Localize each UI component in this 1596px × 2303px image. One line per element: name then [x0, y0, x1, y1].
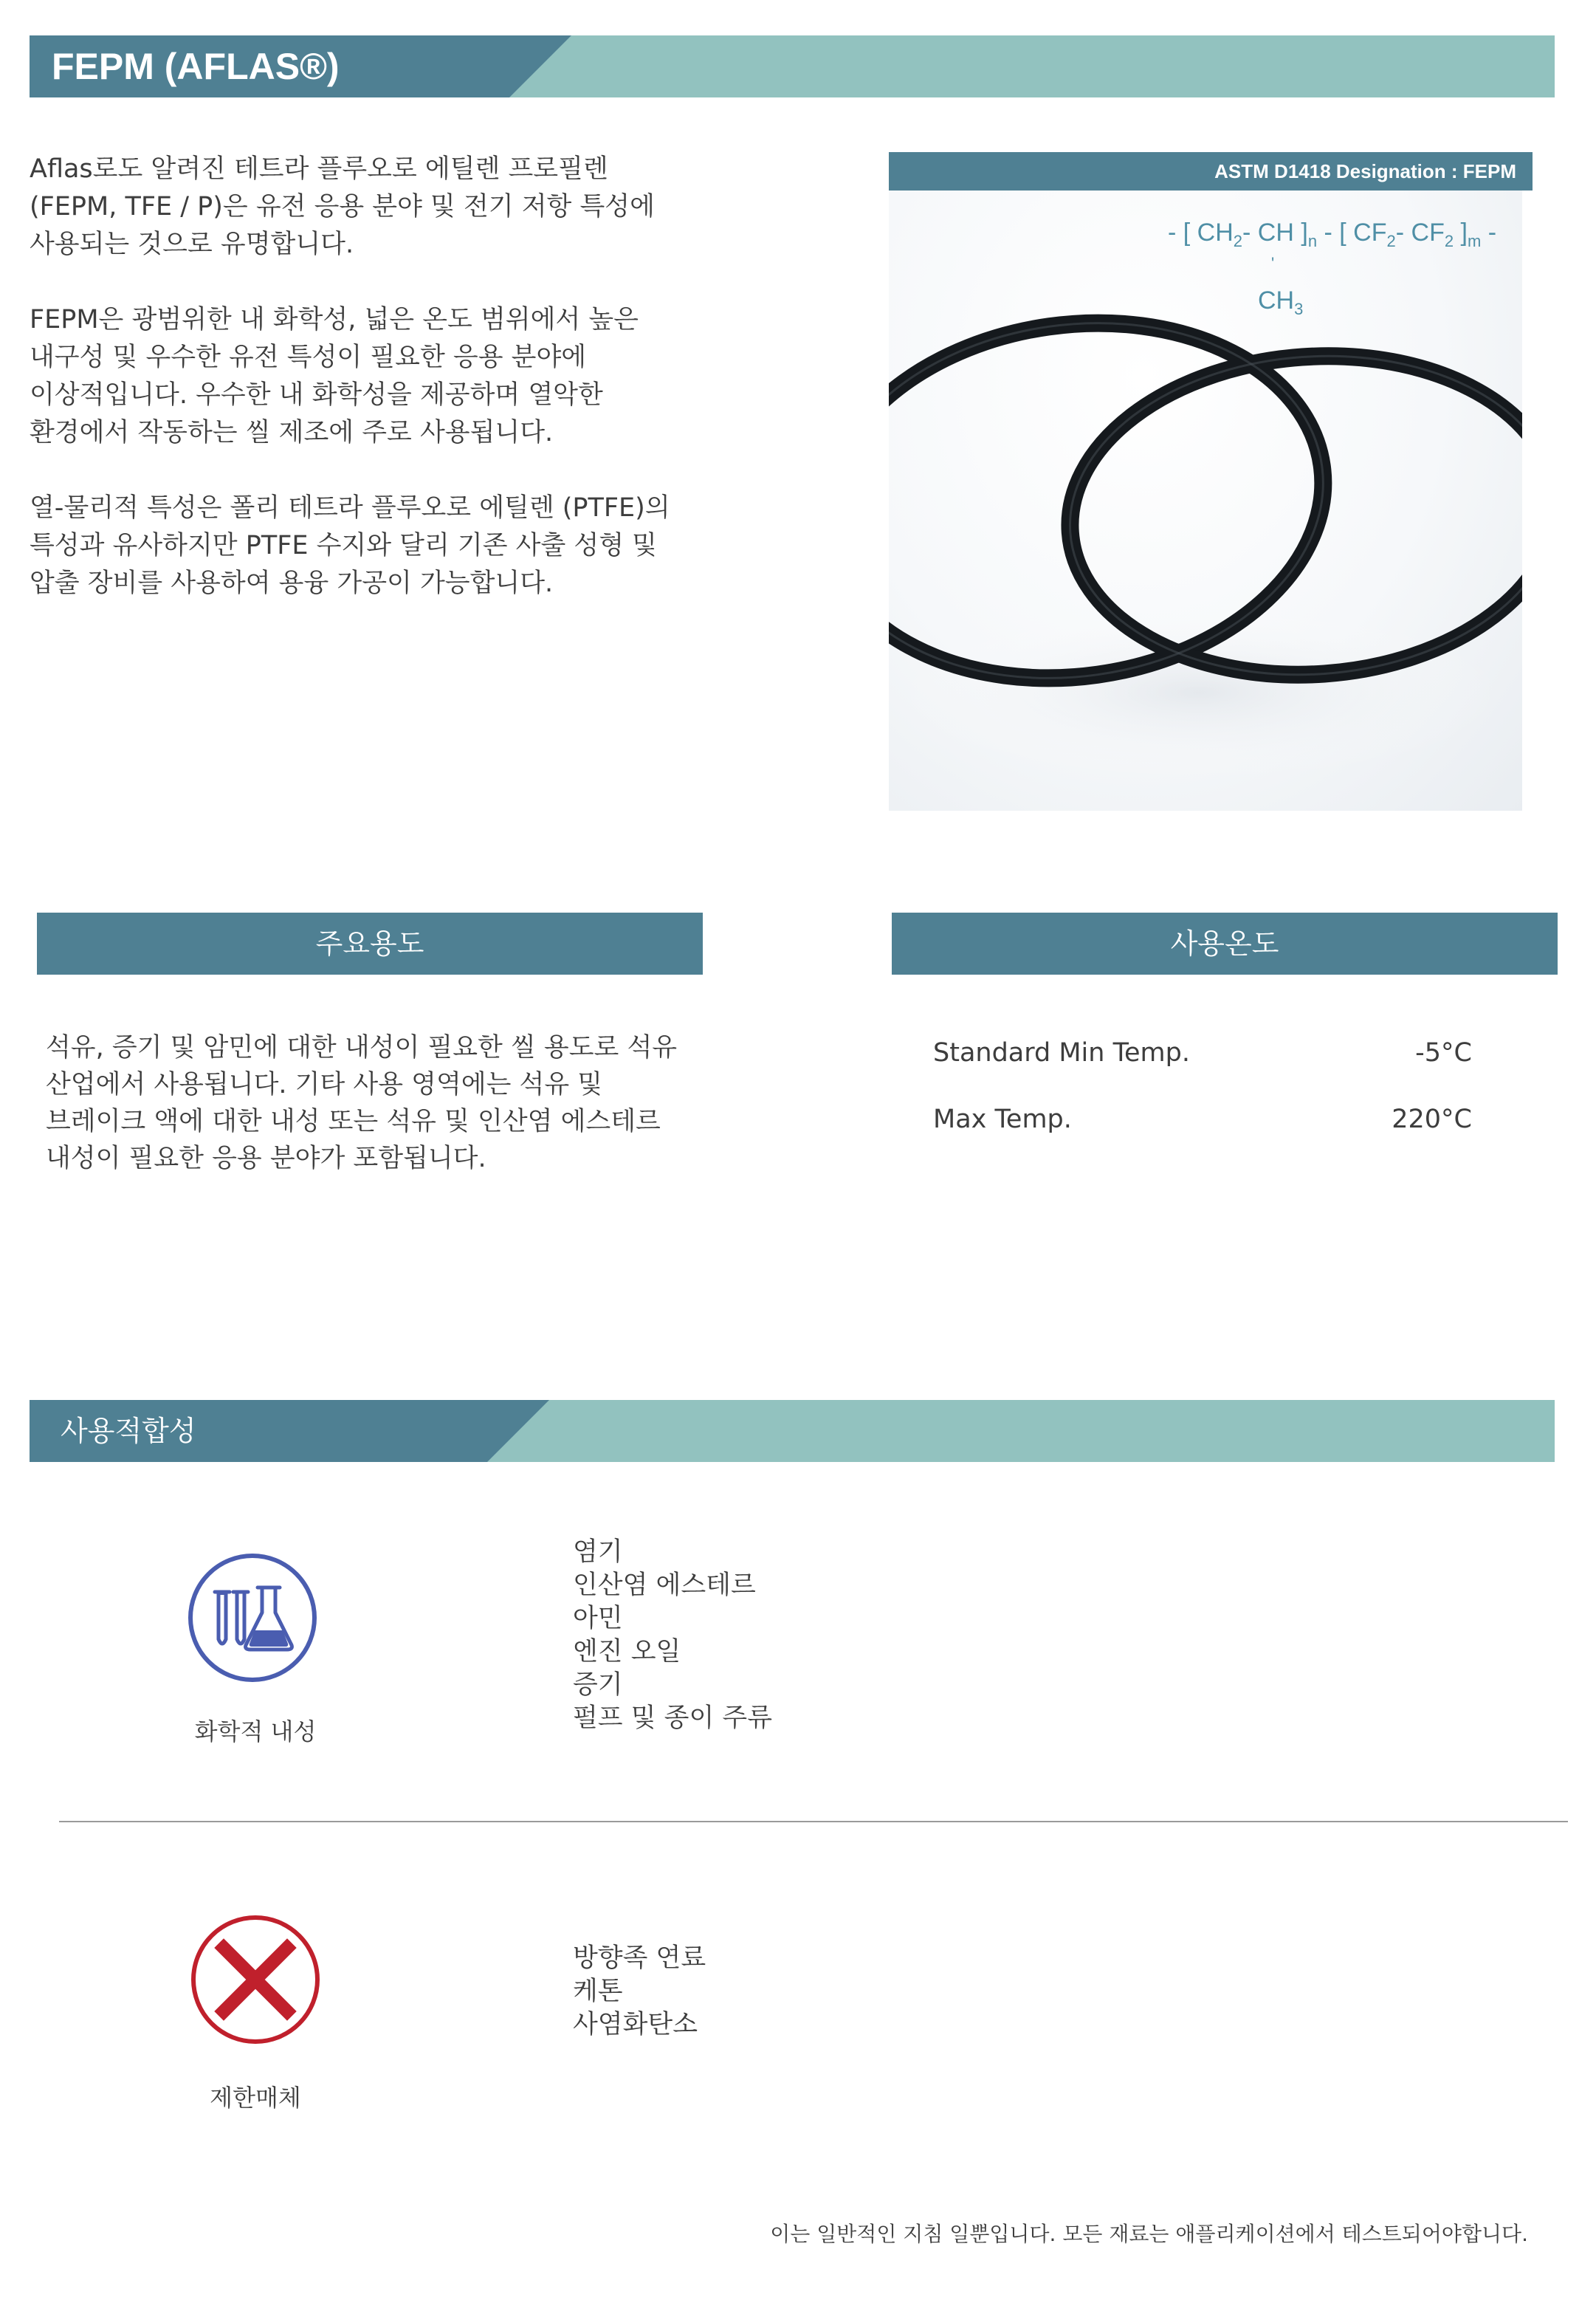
temp-min-value: -5°C [1415, 1038, 1472, 1068]
list-item: 염기 [573, 1537, 623, 1567]
list-item: 방향족 연료 [573, 1943, 706, 1973]
chemical-caption: 화학적 내성 [194, 1717, 317, 1746]
intro-paragraph-2: FEPM은 광범위한 내 화학성, 넓은 온도 범위에서 높은 내구성 및 우수한 유전 특성이 필요한 응용 분야에 이상적입니다. 우수한 내 화학성을 제공하며 열악한 환경에서 작동하는 씰 제조에 주로 사용됩니다. [30, 305, 639, 447]
temp-min-label: Standard Min Temp. [933, 1038, 1190, 1068]
chemical-formula: - [ $CH_2-$ CH ]$_n$ - [ $CF_2-$ $CF_2$ ]$_m$ - [1168, 219, 1497, 250]
o-ring-image [889, 191, 1522, 811]
list-item: 아민 [573, 1604, 623, 1633]
temp-min-row [933, 1038, 1472, 1068]
x-cross-icon [191, 1915, 320, 2044]
divider [59, 1821, 1568, 1822]
compatibility-title: 사용적합성 [61, 1415, 196, 1447]
usage-header: 주요용도 [37, 913, 703, 975]
title-banner [30, 35, 1555, 97]
intro-paragraph-1: Aflas로도 알려진 테트라 플루오로 에틸렌 프로필렌 (FEPM, TFE / P)은 유전 응용 분야 및 전기 저항 특성에 사용되는 것으로 유명합니다. [30, 154, 655, 259]
temp-max-value: 220°C [1392, 1105, 1472, 1134]
list-item: 펄프 및 종이 주류 [573, 1703, 773, 1733]
list-item: 케톤 [573, 1977, 623, 2006]
formula-branch: $CH_3$ [1258, 286, 1304, 318]
page-title: FEPM (AFLAS®) [52, 46, 340, 87]
formula-branch-line: ' [1271, 254, 1275, 272]
usage-text: 석유, 증기 및 암민에 대한 내성이 필요한 씰 용도로 석유 산업에서 사용됩니다. 기타 사용 영역에는 석유 및 브레이크 액에 대한 내성 또는 석유 및 인산염 에스테르 내성이 필요한 응용 분야가 포함됩니다. [46, 1033, 678, 1173]
compatibility-banner [30, 1400, 1555, 1462]
compatible-media-list [573, 1536, 772, 1735]
intro-paragraph-3: 열-물리적 특성은 폴리 테트라 플루오로 에틸렌 (PTFE)의 특성과 유사하지만 PTFE 수지와 달리 기존 사출 성형 및 압출 장비를 사용하여 용융 가공이 가능합니다. [30, 493, 670, 598]
list-item: 증기 [573, 1670, 623, 1700]
temp-max-row [933, 1105, 1472, 1134]
product-photo [889, 191, 1522, 811]
footer-note: 이는 일반적인 지침 일뿐입니다. 모든 재료는 애플리케이션에서 테스트되어야합니다. [770, 2222, 1528, 2246]
astm-designation: ASTM D1418 Designation : FEPM [889, 152, 1533, 191]
list-item: 엔진 오일 [573, 1637, 681, 1667]
list-item: 인산염 에스테르 [573, 1571, 756, 1600]
limited-caption: 제한매체 [210, 2084, 301, 2112]
list-item: 사염화탄소 [573, 2010, 698, 2039]
limited-media-list [573, 1942, 706, 2042]
temp-max-label: Max Temp. [933, 1105, 1072, 1134]
intro-text [30, 151, 709, 640]
temperature-header: 사용온도 [892, 913, 1558, 975]
chemistry-flask-icon [188, 1554, 317, 1682]
